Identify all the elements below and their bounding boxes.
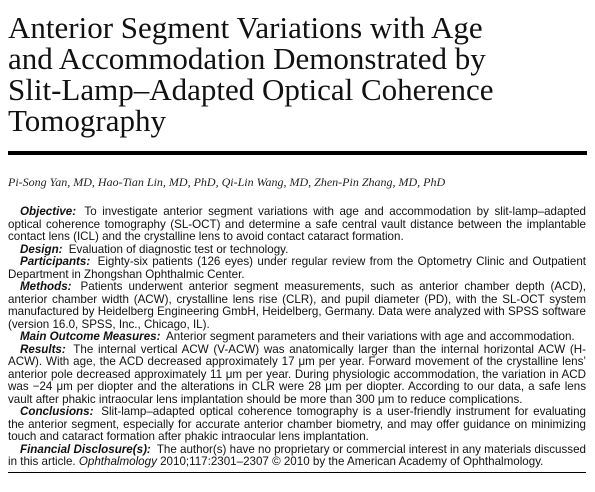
section-text: Slit-lamp–adapted optical coherence tomography is a user-friendly instrument for evaluating the anterior segment, especially for accurate anterior chamber biometry, and may offer guidance on minimizing touch and cataract formation after phakic intraocular lens implantation.	[8, 405, 586, 443]
abstract-section-results	[8, 344, 586, 407]
section-label: Main Outcome Measures:	[20, 330, 161, 343]
abstract-section-methods	[8, 281, 586, 331]
author: Qi-Lin Wang, MD,	[221, 175, 312, 189]
section-label: Conclusions:	[20, 405, 94, 418]
abstract-section-financial-disclosure	[8, 444, 586, 469]
section-text: The internal vertical ACW (V-ACW) was anatomically larger than the internal horizontal ACW (H-ACW). With age, the ACD decreased approximately 17 μm per year. Forward movement of the crystalline lens’ anterior pole decreased approximately 11 μm per year. During physiologic accommodation, the variation in ACD was −24 μm per diopter and the alterations in CLR were 28 μm per diopter. According to our data, a safe lens vault after phakic intraocular lens implantation should be more than 300 μm to reduce complications.	[8, 342, 586, 406]
section-label: Design:	[20, 242, 63, 256]
journal-name: Ophthalmology	[78, 455, 157, 468]
section-text: Evaluation of diagnostic test or technology.	[68, 242, 289, 256]
abstract-bottom-rule	[8, 472, 586, 473]
section-label: Methods:	[20, 280, 72, 293]
abstract-section-objective	[8, 206, 586, 244]
section-text: Patients underwent anterior segment measurements, such as anterior chamber depth (ACD), anterior chamber width (ACW), crystalline lens rise (CLR), and pupil diameter (PD), with the SL-OCT system manufactured by Heidelberg Engineering GmbH, Heidelberg, Germany. Data were analyzed with SPSS software (version 16.0, SPSS, Inc., Chicago, IL).	[8, 280, 586, 331]
copyright-notice: © 2010 by the American Academy of Ophthalmology.	[272, 455, 544, 468]
citation: 2010;117:2301–2307	[160, 455, 269, 468]
section-text: The author(s) have no proprietary or commercial interest in any materials discussed in this article.	[8, 442, 586, 468]
section-label: Participants:	[20, 255, 91, 268]
section-label: Results:	[20, 342, 66, 356]
title-rule	[8, 151, 587, 155]
author: Hao-Tian Lin, MD, PhD,	[97, 175, 219, 189]
abstract-section-participants	[8, 256, 586, 281]
section-text: Eighty-six patients (126 eyes) under regular review from the Optometry Clinic and Outpatient Department in Zhongshan Ophthalmic Center.	[8, 255, 586, 281]
section-text: Anterior segment parameters and their variations with age and accommodation.	[166, 330, 575, 343]
author: Zhen-Pin Zhang, MD, PhD	[314, 175, 446, 189]
section-label: Objective:	[20, 205, 77, 218]
author: Pi-Song Yan, MD,	[8, 175, 95, 189]
abstract	[8, 206, 586, 473]
author-list	[8, 174, 445, 190]
abstract-section-conclusions	[8, 406, 586, 444]
article-title: Anterior Segment Variations with Age and Accommodation Demonstrated by Slit-Lamp–Adapted Optical Coherence Tomography	[8, 10, 494, 138]
section-label: Financial Disclosure(s):	[20, 442, 151, 456]
section-text: To investigate anterior segment variations with age and accommodation by slit-lamp–adapted optical coherence tomography (SL-OCT) and determine a safe central vault distance between the implantable contact lens (ICL) and the crystalline lens to avoid contact cataract formation.	[8, 205, 587, 243]
